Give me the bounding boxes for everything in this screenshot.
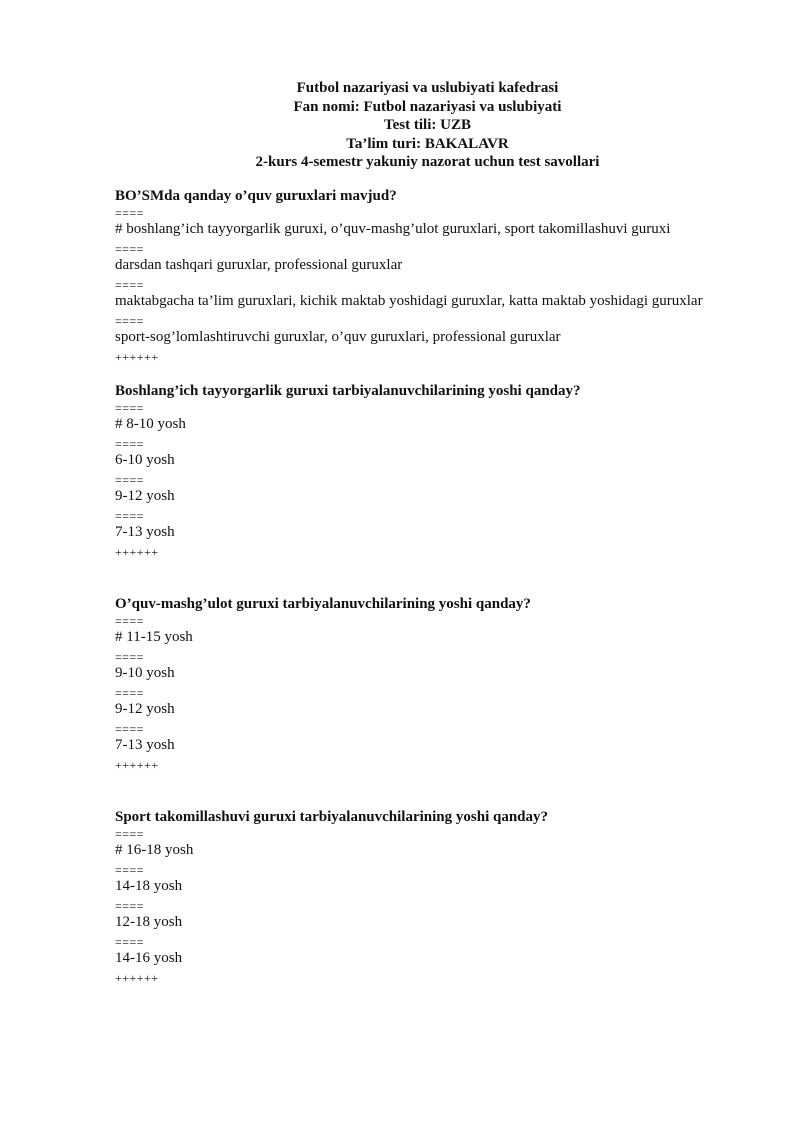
subject-name: Fan nomi: Futbol nazariyasi va uslubiyati bbox=[293, 98, 562, 115]
answer-option: # boshlang’ich tayyorgarlik guruxi, o’quv-mashg’ulot guruxlari, sport takomillashuvi guruxi bbox=[115, 221, 671, 237]
question-text: Sport takomillashuvi guruxi tarbiyalanuvchilarining yoshi qanday? bbox=[115, 809, 549, 825]
separator: ==== bbox=[115, 242, 145, 256]
separator: ==== bbox=[115, 686, 145, 700]
answer-option: 7-13 yosh bbox=[115, 737, 175, 753]
end-marker: ++++++ bbox=[115, 350, 159, 364]
questions-list bbox=[115, 187, 742, 985]
separator: ==== bbox=[115, 899, 145, 913]
question-block bbox=[115, 382, 742, 559]
test-description: 2-kurs 4-semestr yakuniy nazorat uchun test savollari bbox=[255, 154, 600, 170]
answer-option: 7-13 yosh bbox=[115, 524, 175, 540]
question-text: BO’SMda qanday o’quv guruxlari mavjud? bbox=[115, 188, 397, 204]
question-block bbox=[115, 595, 742, 772]
answer-option: darsdan tashqari guruxlar, professional guruxlar bbox=[115, 257, 403, 273]
answer-option: 9-10 yosh bbox=[115, 665, 175, 681]
end-marker: ++++++ bbox=[115, 758, 159, 772]
separator: ==== bbox=[115, 650, 145, 664]
question-block bbox=[115, 187, 742, 364]
separator: ==== bbox=[115, 827, 145, 841]
separator: ==== bbox=[115, 473, 145, 487]
answer-option: 12-18 yosh bbox=[115, 914, 183, 930]
answer-option: 9-12 yosh bbox=[115, 701, 175, 717]
question-text: O’quv-mashg’ulot guruxi tarbiyalanuvchilarining yoshi qanday? bbox=[115, 596, 531, 612]
separator: ==== bbox=[115, 206, 145, 220]
separator: ==== bbox=[115, 278, 145, 292]
education-type: Ta’lim turi: BAKALAVR bbox=[346, 135, 509, 152]
answer-option: # 16-18 yosh bbox=[115, 842, 194, 858]
separator: ==== bbox=[115, 614, 145, 628]
answer-option: # 11-15 yosh bbox=[115, 629, 193, 645]
answer-option: 6-10 yosh bbox=[115, 452, 175, 468]
department-title: Futbol nazariyasi va uslubiyati kafedrasi bbox=[296, 80, 559, 96]
separator: ==== bbox=[115, 314, 145, 328]
separator: ==== bbox=[115, 722, 145, 736]
separator: ==== bbox=[115, 863, 145, 877]
answer-option: 9-12 yosh bbox=[115, 488, 175, 504]
answer-option: maktabgacha ta’lim guruxlari, kichik maktab yoshidagi guruxlar, katta maktab yoshidagi guruxlar bbox=[115, 293, 703, 309]
separator: ==== bbox=[115, 935, 145, 949]
test-language: Test tili: UZB bbox=[384, 117, 471, 133]
question-text: Boshlang’ich tayyorgarlik guruxi tarbiyalanuvchilarining yoshi qanday? bbox=[115, 383, 581, 399]
answer-option: # 8-10 yosh bbox=[115, 416, 186, 432]
end-marker: ++++++ bbox=[115, 971, 159, 985]
end-marker: ++++++ bbox=[115, 545, 159, 559]
answer-option: 14-16 yosh bbox=[115, 950, 183, 966]
document-header bbox=[0, 79, 800, 172]
separator: ==== bbox=[115, 509, 145, 523]
answer-option: sport-sog’lomlashtiruvchi guruxlar, o’quv guruxlari, professional guruxlar bbox=[115, 329, 561, 345]
separator: ==== bbox=[115, 437, 145, 451]
separator: ==== bbox=[115, 401, 145, 415]
answer-option: 14-18 yosh bbox=[115, 878, 183, 894]
question-block bbox=[115, 808, 742, 985]
